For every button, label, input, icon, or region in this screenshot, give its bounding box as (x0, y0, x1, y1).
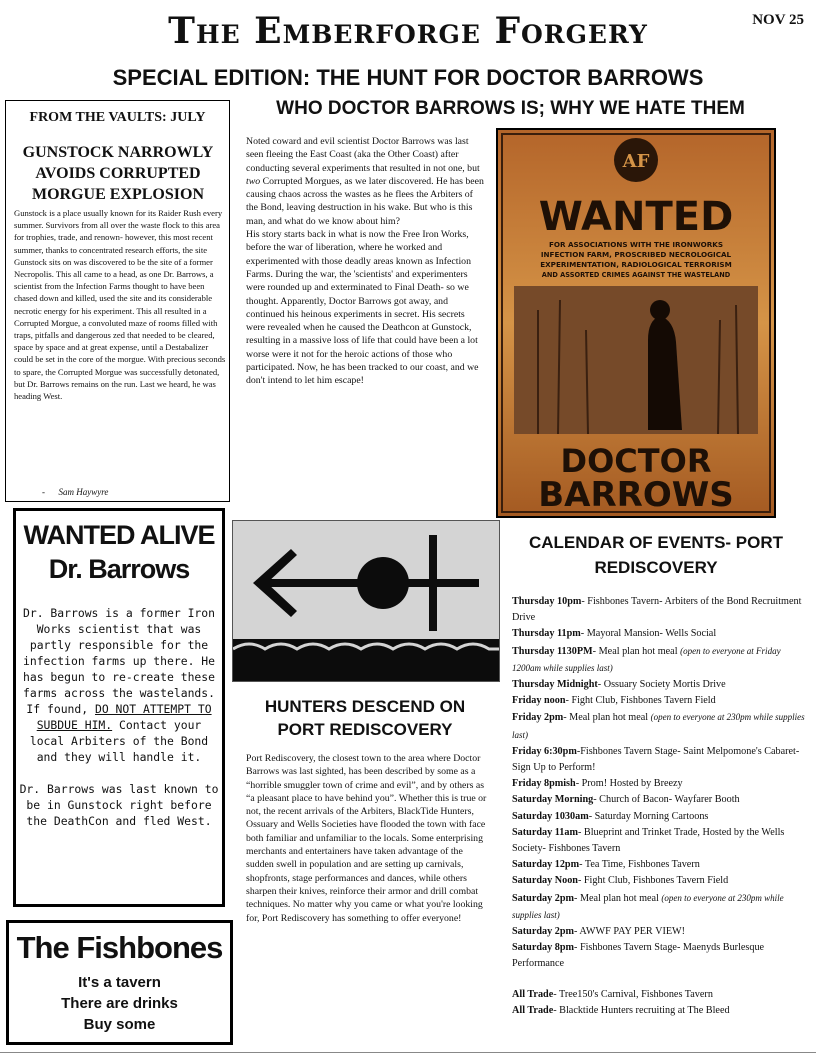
calendar-event (512, 709, 808, 743)
calendar-event (512, 940, 808, 972)
anchor-symbol-art (233, 521, 499, 681)
who-headline: WHO DOCTOR BARROWS IS; WHY WE HATE THEM (276, 98, 745, 119)
poster-crime-line-3: EXPERIMENTATION, RADIOLOGICAL TERRORISM (540, 260, 732, 269)
poster-wanted: WANTED (538, 194, 734, 240)
event-time: Saturday 2pm (512, 926, 574, 938)
event-description: - Saturday Morning Cartoons (588, 810, 709, 822)
calendar-trade (512, 1003, 808, 1019)
event-description: - AWWF PAY PER VIEW! (574, 926, 686, 938)
poster-crime-line-1: FOR ASSOCIATIONS WITH THE IRONWORKS (548, 240, 724, 249)
cross-bar-icon (429, 535, 437, 631)
who-body (246, 135, 486, 388)
event-time: Friday 2pm (512, 712, 564, 724)
trade-label: All Trade (512, 1004, 554, 1016)
fishbones-ad-line-3: Buy some (83, 1016, 156, 1033)
byline-author: Sam Haywyre (58, 487, 109, 497)
special-edition-subtitle: SPECIAL EDITION: THE HUNT FOR DOCTOR BARROWS (112, 65, 704, 90)
calendar-event (512, 626, 808, 642)
calendar-event (512, 677, 808, 693)
wanted-poster (496, 128, 776, 518)
event-description: - Mayoral Mansion- Wells Social (580, 628, 717, 640)
trade-description: - Blacktide Hunters recruiting at The Bleed (553, 1004, 730, 1016)
calendar-event (512, 825, 808, 857)
poster-name-1: DOCTOR (560, 442, 712, 480)
event-time: Thursday Midnight (512, 679, 598, 691)
wanted-notice-headline (16, 518, 222, 586)
calendar-event (512, 809, 808, 825)
event-time: Saturday 8pm (512, 942, 574, 954)
event-description: -Fishbones Tavern Stage- Saint Melpomone's Cabaret- Sign Up to Perform! (512, 745, 800, 774)
vaults-kicker: FROM THE VAULTS: JULY (29, 110, 206, 125)
event-description: - Tea Time, Fishbones Tavern (579, 859, 700, 871)
event-description: - Fight Club, Fishbones Tavern Field (577, 875, 729, 887)
event-time: Saturday 2pm (512, 892, 574, 904)
vaults-headline: GUNSTOCK NARROWLY AVOIDS CORRUPTED MORGUE EXPLOSION (22, 144, 214, 203)
circle-icon (357, 557, 409, 609)
hunters-headline: HUNTERS DESCEND ON PORT REDISCOVERY (264, 697, 466, 739)
trade-label: All Trade (512, 988, 554, 1000)
wanted-notice-warning: DO NOT ATTEMPT TO SUBDUE HIM. (36, 702, 212, 732)
who-text-1: Noted coward and evil scientist Doctor Barrows was last seen fleeing the East Coast (aka the Other Coast) after conducting several experiments that resulted in not one, but (246, 136, 480, 174)
calendar-event (512, 744, 808, 776)
bottom-rule (0, 1052, 816, 1053)
calendar-event (512, 643, 808, 677)
event-description: - Fishbones Tavern- Arbiters of the Bond Recruitment Drive (512, 596, 802, 624)
calendar-headline: CALENDAR OF EVENTS- PORT REDISCOVERY (528, 533, 784, 577)
event-description: - Fishbones Tavern Stage- Maenyds Burlesque Performance (512, 942, 765, 970)
who-text-2: Corrupted Morgues, as we later discovered. He has been causing chaos across the wastes as he flees the Arbiters of the Bond, leaving destruction in his wake. But who is this man, and what do we know about him? (246, 175, 484, 227)
event-description: - Meal plan hot meal (563, 712, 651, 724)
wanted-notice-text-1: Dr. Barrows is a former Iron Works scientist that was partly responsible for the infection farms up there. He has begun to re-create these farms across the wastelands. If found, (22, 606, 216, 716)
poster-figure-head (650, 300, 670, 320)
event-description: - Meal plan hot meal (592, 645, 681, 657)
vaults-byline (42, 487, 108, 497)
event-time: Thursday 11pm (512, 628, 581, 640)
event-description: - Church of Bacon- Wayfarer Booth (593, 794, 740, 806)
event-description: - Fight Club, Fishbones Tavern Field (565, 695, 716, 707)
wanted-notice-headline-line-1: WANTED ALIVE (23, 520, 215, 550)
anchor-symbol-image (232, 520, 500, 682)
wanted-notice-body (19, 605, 219, 829)
calendar-event (512, 924, 808, 940)
event-time: Thursday 1130PM (512, 645, 593, 657)
event-description: - Meal plan hot meal (574, 892, 662, 904)
wanted-notice-text-3: Dr. Barrows was last known to be in Gunstock right before the DeathCon and fled West. (19, 782, 219, 828)
poster-crime-line-2: INFECTION FARM, PROSCRIBED NECROLOGICAL (540, 250, 732, 259)
calendar-gap (512, 973, 808, 987)
wanted-notice-headline-line-2: Dr. Barrows (48, 554, 190, 584)
poster-name-2: BARROWS (538, 475, 734, 515)
byline-dash: - (42, 487, 45, 497)
event-time: Friday noon (512, 695, 566, 707)
hunters-body: Port Rediscovery, the closest town to the area where Doctor Barrows was last sighted, has been described by some as a “horrible smuggler town of crime and evil”, and by others as “a pleasant place to have behind you”. Whether this is true or not, the recent arrivals of the Arbiters, BlackTide Hunters, Ossuary and Wells Societies have flooded the town with face both familiar and unfamiliar to the locals. Some enterprising merchants and entertainers have taken advantage of the sudden swell in population and are setting up carnivals, shopfronts, stage performances and dances, while others sharpen their knives, reinforce their armor and drill combat techniques. No matter why you came or what you're looking for, Port Rediscovery has something to offer everyone! (246, 753, 487, 924)
event-description: - Ossuary Society Mortis Drive (597, 679, 726, 691)
calendar-list (512, 594, 808, 1019)
wanted-notice-text-2: Contact your local Arbiters of the Bond and they will handle it. (29, 718, 209, 764)
calendar-event (512, 890, 808, 924)
event-note: (open to everyone at 230pm while supplies last) (512, 892, 784, 920)
event-time: Thursday 10pm (512, 596, 582, 607)
issue-date: NOV 25 (752, 12, 804, 28)
fishbones-ad-line-2: There are drinks (61, 995, 178, 1012)
poster-photo-shade (514, 286, 758, 434)
calendar-event (512, 776, 808, 792)
trade-description: - Tree150's Carnival, Fishbones Tavern (553, 988, 713, 1000)
event-note: (open to everyone at Friday 1200am while supplies last) (512, 645, 781, 673)
event-time: Saturday 1030am (512, 810, 589, 822)
event-time: Friday 6:30pm (512, 745, 577, 757)
calendar-event (512, 693, 808, 709)
event-time: Saturday 11am (512, 826, 578, 838)
event-time: Saturday 12pm (512, 859, 580, 871)
calendar-event (512, 594, 808, 626)
event-time: Saturday Noon (512, 875, 578, 887)
who-text-italic: two (246, 175, 261, 187)
wanted-poster-art (498, 130, 774, 516)
calendar-event (512, 873, 808, 889)
event-description: - Blueprint and Trinket Trade, Hosted by the Wells Society- Fishbones Tavern (512, 826, 785, 855)
fishbones-ad-headline: The Fishbones (16, 930, 223, 965)
calendar-trade (512, 987, 808, 1003)
fishbones-ad-line-1: It's a tavern (78, 974, 161, 991)
newspaper-title: The Emberforge Forgery (168, 10, 648, 52)
poster-emblem-text: AF (622, 151, 650, 172)
event-time: Saturday Morning (512, 794, 594, 806)
calendar-event (512, 792, 808, 808)
vaults-body: Gunstock is a place usually known for its Raider Rush every summer. Survivors from all over the waste flock to this area for trophies, trade, and renown- however, this most recent summer, thanks to concentrated research efforts, the site Gunstock sits on was discovered to be the site of a former Necropolis. This all came to a head, as one Dr. Barrows, a scientist from the Infection Farms thought to have been chased down and killed, used the site and its considerable necrotic energy for his experiment. This all resulted in a Corrupted Morgue, a convoluted maze of rooms filled with traps, pitfalls and dangerous zed that needed to be cleared, space by space and at great expense, until a Destabalizer could be set in the core of the morgue. With precious seconds to spare, the Corrupted Morgue was successfully detonated, but Dr. Barrows remains on the run. Last we heard, he was heading West. (14, 208, 226, 402)
symbol-waves-base (233, 633, 499, 681)
event-note: (open to everyone at 230pm while supplies last) (512, 712, 805, 740)
who-text-3: His story starts back in what is now the Free Iron Works, before the war of liberation, where he worked and experimented with those deadly areas known as Infection Farms. During the war, the 'scientists' and experimenters were rounded up and exterminated to Final Death- so we thought. Apparently, Doctor Barrows got away, and continued his heinous experiments in secret. His secrets were revealed when he caused the Deathcon at Gunstock, resulting in a massive loss of life that could have been a lot worse were it not for the heroic actions of those who participated. Now, he has been tracked to our coast, and we don't intend to let him escape! (246, 229, 479, 387)
calendar-event (512, 857, 808, 873)
event-description: - Prom! Hosted by Breezy (575, 778, 683, 790)
poster-crime-line-4: AND ASSORTED CRIMES AGAINST THE WASTELAND (541, 271, 731, 279)
event-time: Friday 8pmish (512, 778, 576, 790)
